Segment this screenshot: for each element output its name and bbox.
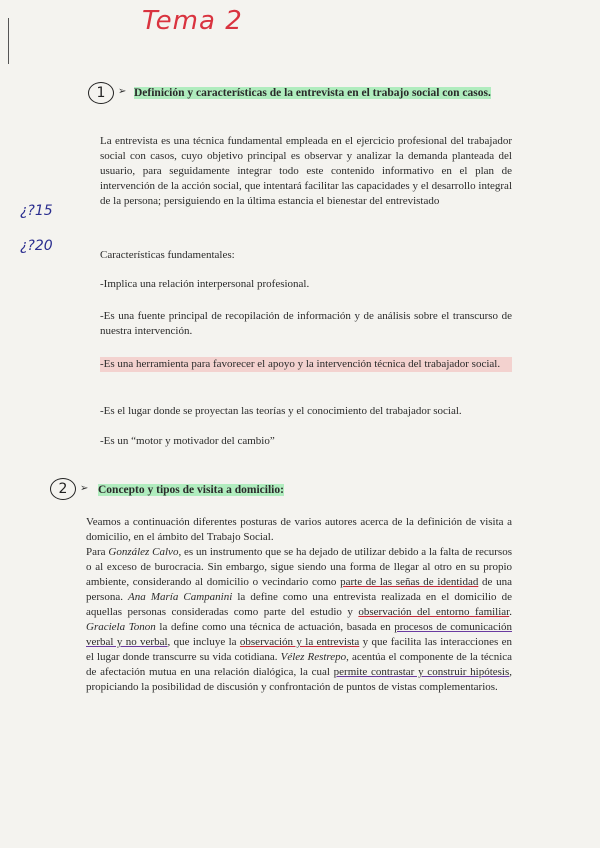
bullet-2: -Es una fuente principal de recopilación de información y de análisis sobre el transcurso de nuestra intervención.: [100, 310, 512, 337]
bullet-arrow-icon: ➢: [80, 483, 89, 494]
underline-1: parte de las señas de identidad: [340, 576, 479, 588]
underline-2: observación del entorno familiar: [358, 606, 510, 618]
underline-3: procesos de comunicación verbal y no verbal: [86, 621, 512, 648]
author-tonon: Graciela Tonon: [86, 621, 156, 633]
underline-5: permite contrastar y construir hipótesis: [333, 666, 510, 678]
bullet-4: -Es el lugar donde se proyectan las teorías y el conocimiento del trabajador social.: [100, 405, 462, 417]
section2-intro: Veamos a continuación diferentes posturas de varios autores acerca de la definición de visita a domicilio, en el ámbito del Trabajo Social.: [86, 516, 512, 543]
section-number-2: 2: [50, 478, 76, 500]
section1-intro: La entrevista es una técnica fundamental empleada en el ejercicio profesional del trabajador social con casos, cuyo objetivo principal es observar y analizar la demanda planteada del usuario, para seguidamente integrar todo este contenido informativo en el plan de intervención de la acción social, que intentará facilitar las capacidades y el desarrollo integral de la persona; persiguiendo en la última estancia el bienestar del entrevistado: [100, 135, 512, 207]
section2-heading: Concepto y tipos de visita a domicilio:: [98, 484, 284, 496]
margin-note-2: ¿?20: [20, 238, 53, 254]
bullet-3: -Es una herramienta para favorecer el apoyo y la intervención técnica del trabajador social.: [100, 357, 512, 372]
author-velez: Vélez Restrepo: [280, 651, 347, 663]
section2-body: Para González Calvo, es un instrumento que se ha dejado de utilizar debido a la falta de recursos o al exceso de burocracia. Sin embargo, sigue siendo una forma de llegar al otro en su propio ambiente, considerando al domicilio o vecindario como parte de las señas de identidad de una persona. Ana María Campanini la define como una entrevista realizada en el domicilio de aquellas personas consideradas como parte del estudio y observación del entorno familiar. Graciela Tonon la define como una técnica de actuación, basada en procesos de comunicación verbal y no verbal, que incluye la observación y la entrevista y que facilita las interacciones en el lugar donde transcurre su vida cotidiana. Vélez Restrepo, acentúa el componente de la técnica de afectación mutua en una relación dialógica, la cual permite contrastar y construir hipótesis, propiciando la posibilidad de discusión y confrontación de puntos de vistas complementarios.: [86, 546, 513, 693]
handwritten-title: Tema 2: [142, 6, 243, 36]
section1-subheading: Características fundamentales:: [100, 249, 235, 261]
bullet-1: -Implica una relación interpersonal profesional.: [100, 278, 310, 290]
bullet-5: -Es un “motor y motivador del cambio”: [100, 435, 275, 447]
author-campanini: Ana María Campanini: [128, 591, 233, 603]
author-gonzalez-calvo: González Calvo: [108, 546, 179, 558]
margin-note-1: ¿?15: [20, 203, 53, 219]
underline-4: observación y la entrevista: [239, 636, 360, 648]
margin-line: [8, 18, 9, 64]
section-number-1: 1: [88, 82, 114, 104]
section1-heading: Definición y características de la entrevista en el trabajo social con casos.: [134, 87, 491, 99]
bullet-arrow-icon: ➢: [118, 86, 127, 97]
